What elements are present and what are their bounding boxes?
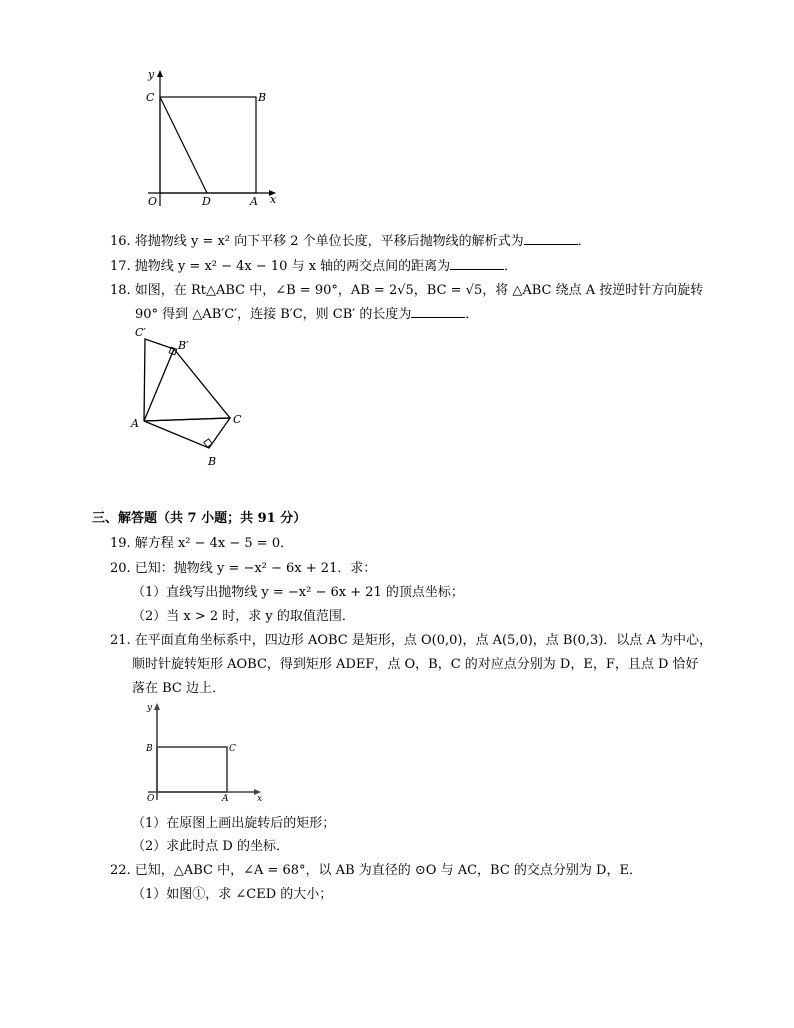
label-x: x	[270, 193, 277, 206]
label-C: C	[233, 413, 242, 426]
question-21-line2: 顺时针旋转矩形 AOBC，得到矩形 ADEF，点 O，B，C 的对应点分别为 D，E，F，且点 D 恰好	[132, 657, 699, 672]
answer-blank-18[interactable]	[411, 305, 465, 318]
triangle-abc	[144, 418, 230, 448]
figure-rotated-triangle	[126, 322, 256, 472]
label-C: C	[229, 744, 236, 754]
question-20-part1: （1）直线写出抛物线 y = −x² − 6x + 21 的顶点坐标；	[132, 585, 464, 600]
y-axis-arrow	[154, 703, 160, 710]
figure-rectangle-ocba	[140, 66, 290, 214]
label-C: C	[146, 91, 155, 104]
label-D: D	[202, 195, 211, 208]
segment-ac	[144, 418, 230, 421]
answer-blank-17[interactable]	[450, 257, 504, 270]
segment-b1c	[174, 349, 230, 418]
y-axis-arrow	[157, 70, 163, 77]
rectangle-aobc	[157, 747, 227, 792]
question-22-part1: （1）如图①，求 ∠CED 的大小；	[132, 887, 333, 902]
answer-blank-16[interactable]	[524, 232, 578, 245]
question-21-part2: （2）求此时点 D 的坐标．	[132, 839, 289, 854]
question-20-stem: 20. 已知：抛物线 y = −x² − 6x + 21．求：	[110, 561, 377, 576]
label-A: A	[250, 195, 258, 208]
label-y: y	[148, 68, 155, 81]
label-B-prime: B′	[178, 339, 189, 352]
question-19: 19. 解方程 x² − 4x − 5 = 0．	[110, 536, 294, 551]
label-x: x	[257, 794, 263, 804]
question-18-line1: 18. 如图，在 Rt△ABC 中，∠B = 90°，AB = 2√5，BC = √5，将 △ABC 绕点 A 按逆时针方向旋转	[110, 283, 704, 298]
figure-rectangle-aobc	[140, 700, 268, 805]
rectangle-ocba	[160, 97, 256, 193]
question-16: 16. 将抛物线 y = x² 向下平移 2 个单位长度，平移后抛物线的解析式为 ．	[110, 234, 591, 249]
question-21-line1: 21. 在平面直角坐标系中，四边形 AOBC 是矩形，点 O(0,0)，点 A(5,0)，点 B(0,3)．以点 A 为中心，	[110, 633, 712, 648]
label-O: O	[148, 195, 158, 208]
segment-cd	[160, 97, 207, 193]
label-O: O	[147, 794, 155, 804]
question-21-part1: （1）在原图上画出旋转后的矩形；	[132, 816, 336, 831]
label-A: A	[131, 417, 139, 430]
label-B: B	[208, 455, 217, 468]
label-B: B	[146, 744, 153, 754]
label-B: B	[258, 91, 267, 104]
label-y: y	[147, 703, 153, 713]
question-22-stem: 22. 已知，△ABC 中，∠A = 68°，以 AB 为直径的 ⊙O 与 AC，BC 的交点分别为 D，E．	[110, 863, 642, 878]
question-21-line3: 落在 BC 边上．	[132, 681, 226, 696]
label-A: A	[222, 794, 229, 804]
section-header-3: 三、解答题（共 7 小题；共 91 分）	[92, 511, 307, 526]
question-18-line2: 90° 得到 △AB′C′，连接 B′C，则 CB′ 的长度为 ．	[135, 307, 479, 322]
question-17: 17. 抛物线 y = x² − 4x − 10 与 x 轴的两交点间的距离为 ．	[110, 259, 518, 274]
question-20-part2: （2）当 x > 2 时，求 y 的取值范围．	[132, 609, 355, 624]
label-C-prime: C′	[135, 326, 146, 339]
